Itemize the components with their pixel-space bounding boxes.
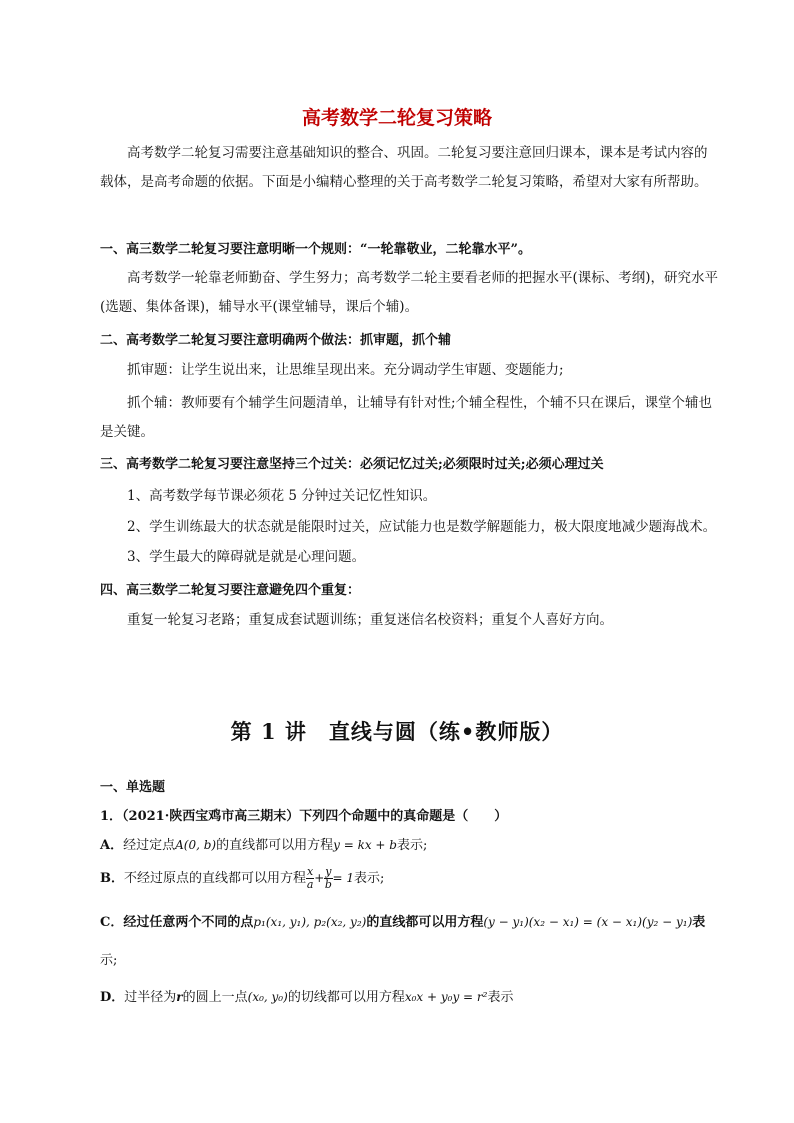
option-c xyxy=(100,911,730,934)
option-b-text-2: 表示; xyxy=(354,871,385,886)
option-b: B．不经过原点的直线都可以用方程 $\frac{x}{a}$ + $\frac{y}{b}$ = 1表示; xyxy=(100,865,385,891)
option-d-label: D． xyxy=(100,990,125,1005)
question-source: （2021·陕西宝鸡市高三期末） xyxy=(122,809,300,824)
heading-3: 三、高考数学二轮复习要注意坚持三个过关：必须记忆过关;必须限时过关;必须心理过关 xyxy=(100,457,604,472)
heading-4: 四、高三数学二轮复习要注意避免四个重复： xyxy=(100,583,361,598)
option-d-text-3: 的切线都可以用方程 xyxy=(287,990,405,1005)
heading-2: 二、高考数学二轮复习要注意明确两个做法：抓审题，抓个辅 xyxy=(100,333,452,348)
question-number: 1． xyxy=(100,809,123,824)
option-d-text-2: 的圆上一点 xyxy=(182,990,248,1005)
option-b-label: B． xyxy=(100,871,124,886)
option-b-text-1: 不经过原点的直线都可以用方程 xyxy=(124,871,307,886)
option-d-equation: x₀x + y₀y = r² xyxy=(404,990,488,1004)
doc-title: 高考数学二轮复习策略 xyxy=(301,107,492,129)
fraction-numerator: y xyxy=(325,865,332,878)
option-a-text-1: 经过定点 xyxy=(123,838,176,853)
option-c-equation: (y − y₁)(x₂ − x₁) = (x − x₁)(y₂ − y₁) xyxy=(483,915,693,929)
label-shenti: 抓审题： xyxy=(127,362,181,378)
option-a-label: A． xyxy=(100,838,124,853)
section-heading: 一、单选题 xyxy=(100,780,166,795)
option-d-radius: r xyxy=(176,990,183,1004)
lecture-title: 第 1 讲 直线与圆（练•教师版） xyxy=(230,719,564,744)
paragraph-2b-text: 教师要有个辅学生问题清单，让辅导有针对性;个辅全程性，个辅不只在课后，课堂个辅也是关键。 xyxy=(100,395,713,440)
paragraph-2b xyxy=(100,389,720,447)
option-a-text-2: 的直线都可以用方程 xyxy=(216,838,334,853)
paragraph-4: 重复一轮复习老路；重复成套试题训练；重复迷信名校资料；重复个人喜好方向。 xyxy=(127,612,613,628)
option-a-equation: y = kx + b xyxy=(333,838,397,852)
option-a-text-3: 表示; xyxy=(396,838,428,853)
option-c-continued: 示; xyxy=(100,953,118,968)
option-c-label: C． xyxy=(100,915,124,930)
paragraph-3-3: 3、学生最大的障碍就是就是心理问题。 xyxy=(127,549,366,565)
option-d xyxy=(100,986,730,1009)
fraction-denominator: b xyxy=(324,878,332,891)
option-b-equation-tail: = 1 xyxy=(332,871,355,885)
question-1 xyxy=(100,806,730,828)
paragraph-1: 高考数学一轮靠老师勤奋、学生努力；高考数学二轮主要看老师的把握水平(课标、考纲)，研究水平(选题、集体备课)，辅导水平(课堂辅导，课后个辅)。 xyxy=(100,270,719,315)
option-c-text-3: 表 xyxy=(692,915,706,930)
heading-1: 一、高三数学二轮复习要注意明晰一个规则：“一轮靠敬业，二轮靠水平”。 xyxy=(100,242,531,257)
option-a xyxy=(100,834,730,857)
paragraph-3-2: 2、学生训练最大的状态就是能限时过关，应试能力也是数学解题能力，极大限度地减少题海战术。 xyxy=(127,519,717,535)
fraction-denominator: a xyxy=(306,878,314,891)
label-gefu: 抓个辅： xyxy=(127,395,181,411)
option-b-fraction-y xyxy=(324,866,332,891)
option-d-text-1: 过半径为 xyxy=(124,990,177,1005)
option-b-fraction-x xyxy=(306,866,314,891)
paragraph-3-1: 1、高考数学每节课必须花 5 分钟过关记忆性知识。 xyxy=(127,488,437,504)
question-stem: 下列四个命题中的真命题是（ ） xyxy=(299,809,508,824)
option-d-text-4: 表示 xyxy=(487,990,514,1005)
option-c-text-2: 的直线都可以用方程 xyxy=(366,915,484,930)
intro-paragraph: 高考数学二轮复习需要注意基础知识的整合、巩固。二轮复习要注意回归课本，课本是考试内容的载体，是高考命题的依据。下面是小编精心整理的关于高考数学二轮复习策略，希望对大家有所帮助。 xyxy=(100,145,708,190)
option-c-text-1: 经过任意两个不同的点 xyxy=(123,915,254,930)
paragraph-2a-text: 让学生说出来，让思维呈现出来。充分调动学生审题、变题能力; xyxy=(181,362,564,378)
option-c-points: p₁(x₁, y₁), p₂(x₂, y₂) xyxy=(253,915,367,929)
fraction-numerator: x xyxy=(307,865,314,878)
paragraph-2a xyxy=(100,356,720,385)
option-d-point: (x₀, y₀) xyxy=(247,990,288,1004)
option-a-point: A(0, b) xyxy=(175,838,217,852)
